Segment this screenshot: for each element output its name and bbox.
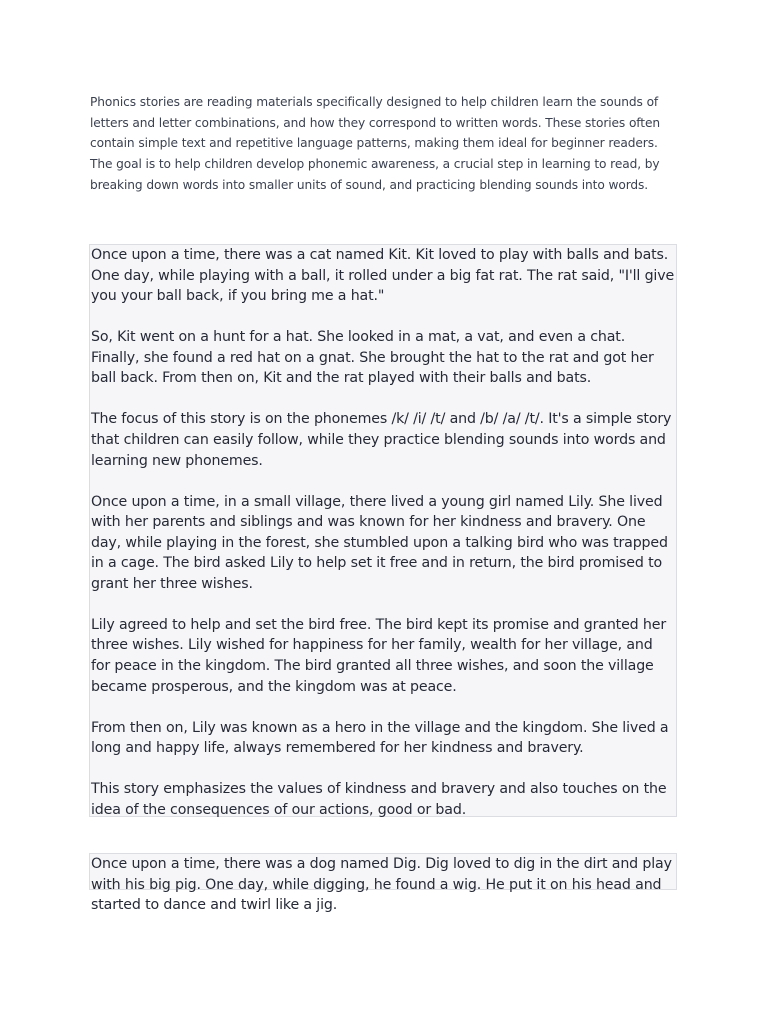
- intro-paragraph: Phonics stories are reading materials specifically designed to help children learn the sounds of letters and letter combinations, and how they correspond to written words. These stories often contain simple text and repetitive language patterns, making them ideal for beginner readers. The goal is to help children develop phonemic awareness, a crucial step in learning to read, by breaking down words into smaller units of sound, and practicing blending sounds into words.: [90, 95, 660, 192]
- story-paragraph-lily-wishes: Lily agreed to help and set the bird free. The bird kept its promise and granted her three wishes. Lily wished for happiness for her family, wealth for her village, and for peace in the kingdom. The bird granted all three wishes, and soon the village became prosperous, and the kingdom was at peace.: [91, 616, 666, 695]
- story-paragraph-kit-intro: Once upon a time, there was a cat named Kit. Kit loved to play with balls and bats. One day, while playing with a ball, it rolled under a big fat rat. The rat said, "I'll give you your ball back, if you bring me a hat.": [91, 247, 675, 305]
- story-paragraph-lily-hero: From then on, Lily was known as a hero in the village and the kingdom. She lived a long and happy life, always remembered for her kindness and bravery.: [91, 719, 669, 757]
- story-paragraph-lily-intro: Once upon a time, in a small village, there lived a young girl named Lily. She lived with her parents and siblings and was known for her kindness and bravery. One day, while playing in the forest, she stumbled upon a talking bird who was trapped in a cage. The bird asked Lily to help set it free and in return, the bird promised to grant her three wishes.: [91, 493, 668, 592]
- story-paragraph-dig: Once upon a time, there was a dog named Dig. Dig loved to dig in the dirt and play with his big pig. One day, while digging, he found a wig. He put it on his head and started to dance and twirl like a jig.: [91, 856, 672, 914]
- story-paragraph-kit-hunt: So, Kit went on a hunt for a hat. She looked in a mat, a vat, and even a chat. Finally, she found a red hat on a gnat. She brought the hat to the rat and got her ball back. From then on, Kit and the rat played with their balls and bats.: [91, 329, 654, 387]
- story-paragraph-lily-moral: This story emphasizes the values of kindness and bravery and also touches on the idea of the consequences of our actions, good or bad.: [91, 781, 667, 818]
- story-box-kit-and-lily: [89, 244, 677, 817]
- story-paragraph-kit-phonemes: The focus of this story is on the phonemes /k/ /i/ /t/ and /b/ /a/ /t/. It's a simple story that children can easily follow, while they practice blending sounds into words and learning new phonemes.: [91, 411, 672, 469]
- story-box-dig: [89, 853, 677, 914]
